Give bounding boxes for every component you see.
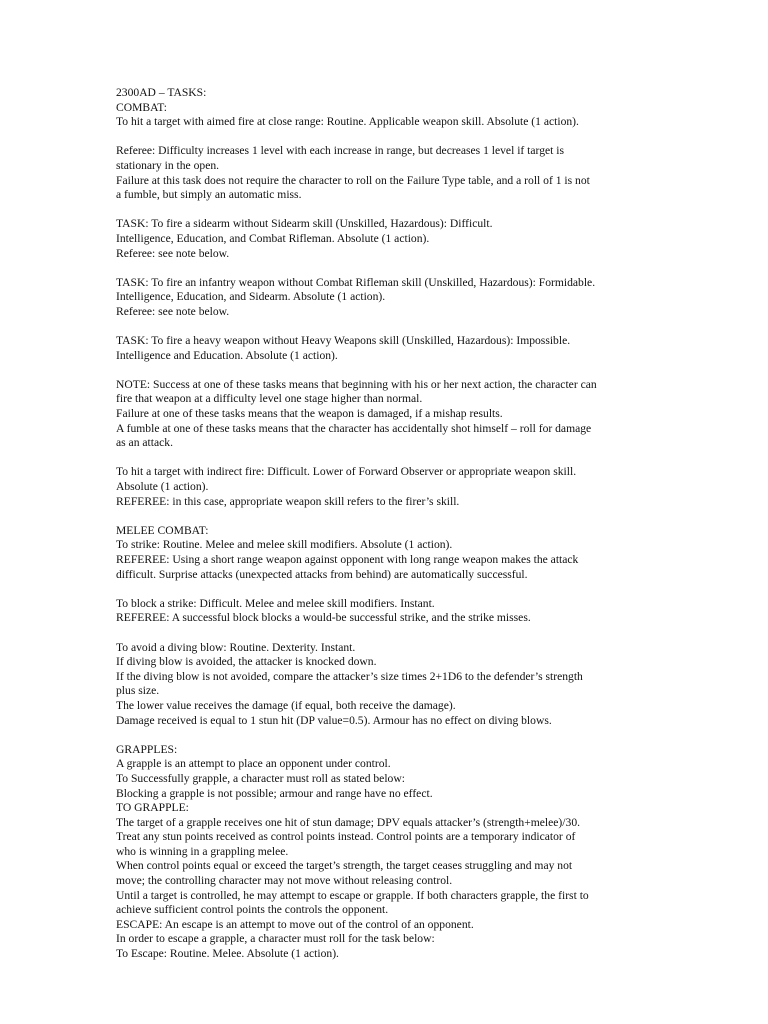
paragraph-gap	[116, 363, 656, 378]
text-line: To hit a target with aimed fire at close range: Routine. Applicable weapon skill. Absolute (1 action).	[116, 115, 579, 129]
text-line: Damage received is equal to 1 stun hit (DP value=0.5). Armour has no effect on diving blows.	[116, 713, 552, 727]
text-line: When control points equal or exceed the target’s strength, the target ceases struggling and may not	[116, 859, 573, 873]
text-line: Intelligence, Education, and Sidearm. Absolute (1 action).	[116, 290, 386, 304]
text-line: A grapple is an attempt to place an opponent under control.	[116, 757, 391, 771]
paragraph-gap	[116, 582, 656, 597]
text-line: To Escape: Routine. Melee. Absolute (1 action).	[116, 947, 339, 961]
text-line: Absolute (1 action).	[116, 480, 209, 494]
text-line: GRAPPLES:	[116, 742, 178, 756]
text-line: TASK: To fire a sidearm without Sidearm skill (Unskilled, Hazardous): Difficult.	[116, 217, 493, 231]
text-line: REFEREE: Using a short range weapon against opponent with long range weapon makes the attack	[116, 553, 579, 566]
text-line: Intelligence, Education, and Combat Rifleman. Absolute (1 action).	[116, 231, 430, 245]
paragraph-gap	[116, 320, 656, 335]
text-line: Referee: Difficulty increases 1 level with each increase in range, but decreases 1 level if target is	[116, 144, 564, 158]
text-line: 2300AD – TASKS:	[116, 86, 207, 99]
document-page	[116, 86, 656, 962]
paragraph-gap	[116, 728, 656, 743]
text-line: as an attack.	[116, 436, 173, 450]
text-line: Until a target is controlled, he may attempt to escape or grapple. If both characters grapple, the first to	[116, 888, 589, 902]
text-line: achieve sufficient control points the controls the opponent.	[116, 903, 389, 917]
text-line: To avoid a diving blow: Routine. Dexterity. Instant.	[116, 640, 356, 654]
text-line: move; the controlling character may not move without releasing control.	[116, 874, 453, 888]
text-line: fire that weapon at a difficulty level one stage higher than normal.	[116, 392, 423, 406]
text-line: The target of a grapple receives one hit of stun damage; DPV equals attacker’s (strength+melee)/30.	[116, 815, 581, 829]
paragraph-gap	[116, 261, 656, 276]
text-line: Treat any stun points received as control points instead. Control points are a temporary indicator of	[116, 830, 576, 844]
text-line: a fumble, but simply an automatic miss.	[116, 188, 302, 202]
text-line: ESCAPE: An escape is an attempt to move out of the control of an opponent.	[116, 917, 474, 931]
text-line: To block a strike: Difficult. Melee and melee skill modifiers. Instant.	[116, 596, 435, 610]
paragraph-gap	[116, 451, 656, 466]
text-line: TO GRAPPLE:	[116, 801, 189, 815]
text-line: MELEE COMBAT:	[116, 523, 209, 537]
text-line: If diving blow is avoided, the attacker is knocked down.	[116, 655, 377, 669]
paragraph-gap	[116, 509, 656, 524]
text-line: stationary in the open.	[116, 158, 220, 172]
paragraph-gap	[116, 203, 656, 218]
text-line: TASK: To fire a heavy weapon without Heavy Weapons skill (Unskilled, Hazardous): Impossible.	[116, 334, 571, 348]
text-line: REFEREE: A successful block blocks a would-be successful strike, and the strike misses.	[116, 611, 531, 625]
text-line: Referee: see note below.	[116, 304, 230, 318]
text-line: REFEREE: in this case, appropriate weapon skill refers to the firer’s skill.	[116, 494, 460, 508]
text-line: plus size.	[116, 684, 160, 698]
text-line: In order to escape a grapple, a character must roll for the task below:	[116, 932, 435, 946]
text-line: Intelligence and Education. Absolute (1 action).	[116, 348, 338, 362]
text-line: Referee: see note below.	[116, 246, 230, 260]
text-line: Failure at this task does not require the character to roll on the Failure Type table, and a roll of 1 is not	[116, 173, 590, 187]
text-line: The lower value receives the damage (if equal, both receive the damage).	[116, 698, 456, 712]
text-line: TASK: To fire an infantry weapon without Combat Rifleman skill (Unskilled, Hazardous): Formidable.	[116, 275, 596, 289]
text-line: To Successfully grapple, a character must roll as stated below:	[116, 771, 405, 785]
text-line: If the diving blow is not avoided, compare the attacker’s size times 2+1D6 to the defender’s strength	[116, 669, 583, 683]
text-line: To hit a target with indirect fire: Difficult. Lower of Forward Observer or appropriate weapon skill.	[116, 465, 577, 479]
text-line: difficult. Surprise attacks (unexpected attacks from behind) are automatically successful.	[116, 567, 528, 581]
text-line: Blocking a grapple is not possible; armour and range have no effect.	[116, 786, 433, 800]
text-line: A fumble at one of these tasks means that the character has accidentally shot himself – roll for damage	[116, 421, 592, 435]
paragraph-gap	[116, 626, 656, 641]
text-line: To strike: Routine. Melee and melee skill modifiers. Absolute (1 action).	[116, 538, 453, 552]
text-line: Failure at one of these tasks means that the weapon is damaged, if a mishap results.	[116, 407, 503, 421]
text-line: who is winning in a grappling melee.	[116, 844, 289, 858]
text-line: NOTE: Success at one of these tasks means that beginning with his or her next action, the character can	[116, 377, 597, 391]
paragraph-gap	[116, 130, 656, 145]
text-line: COMBAT:	[116, 100, 167, 114]
